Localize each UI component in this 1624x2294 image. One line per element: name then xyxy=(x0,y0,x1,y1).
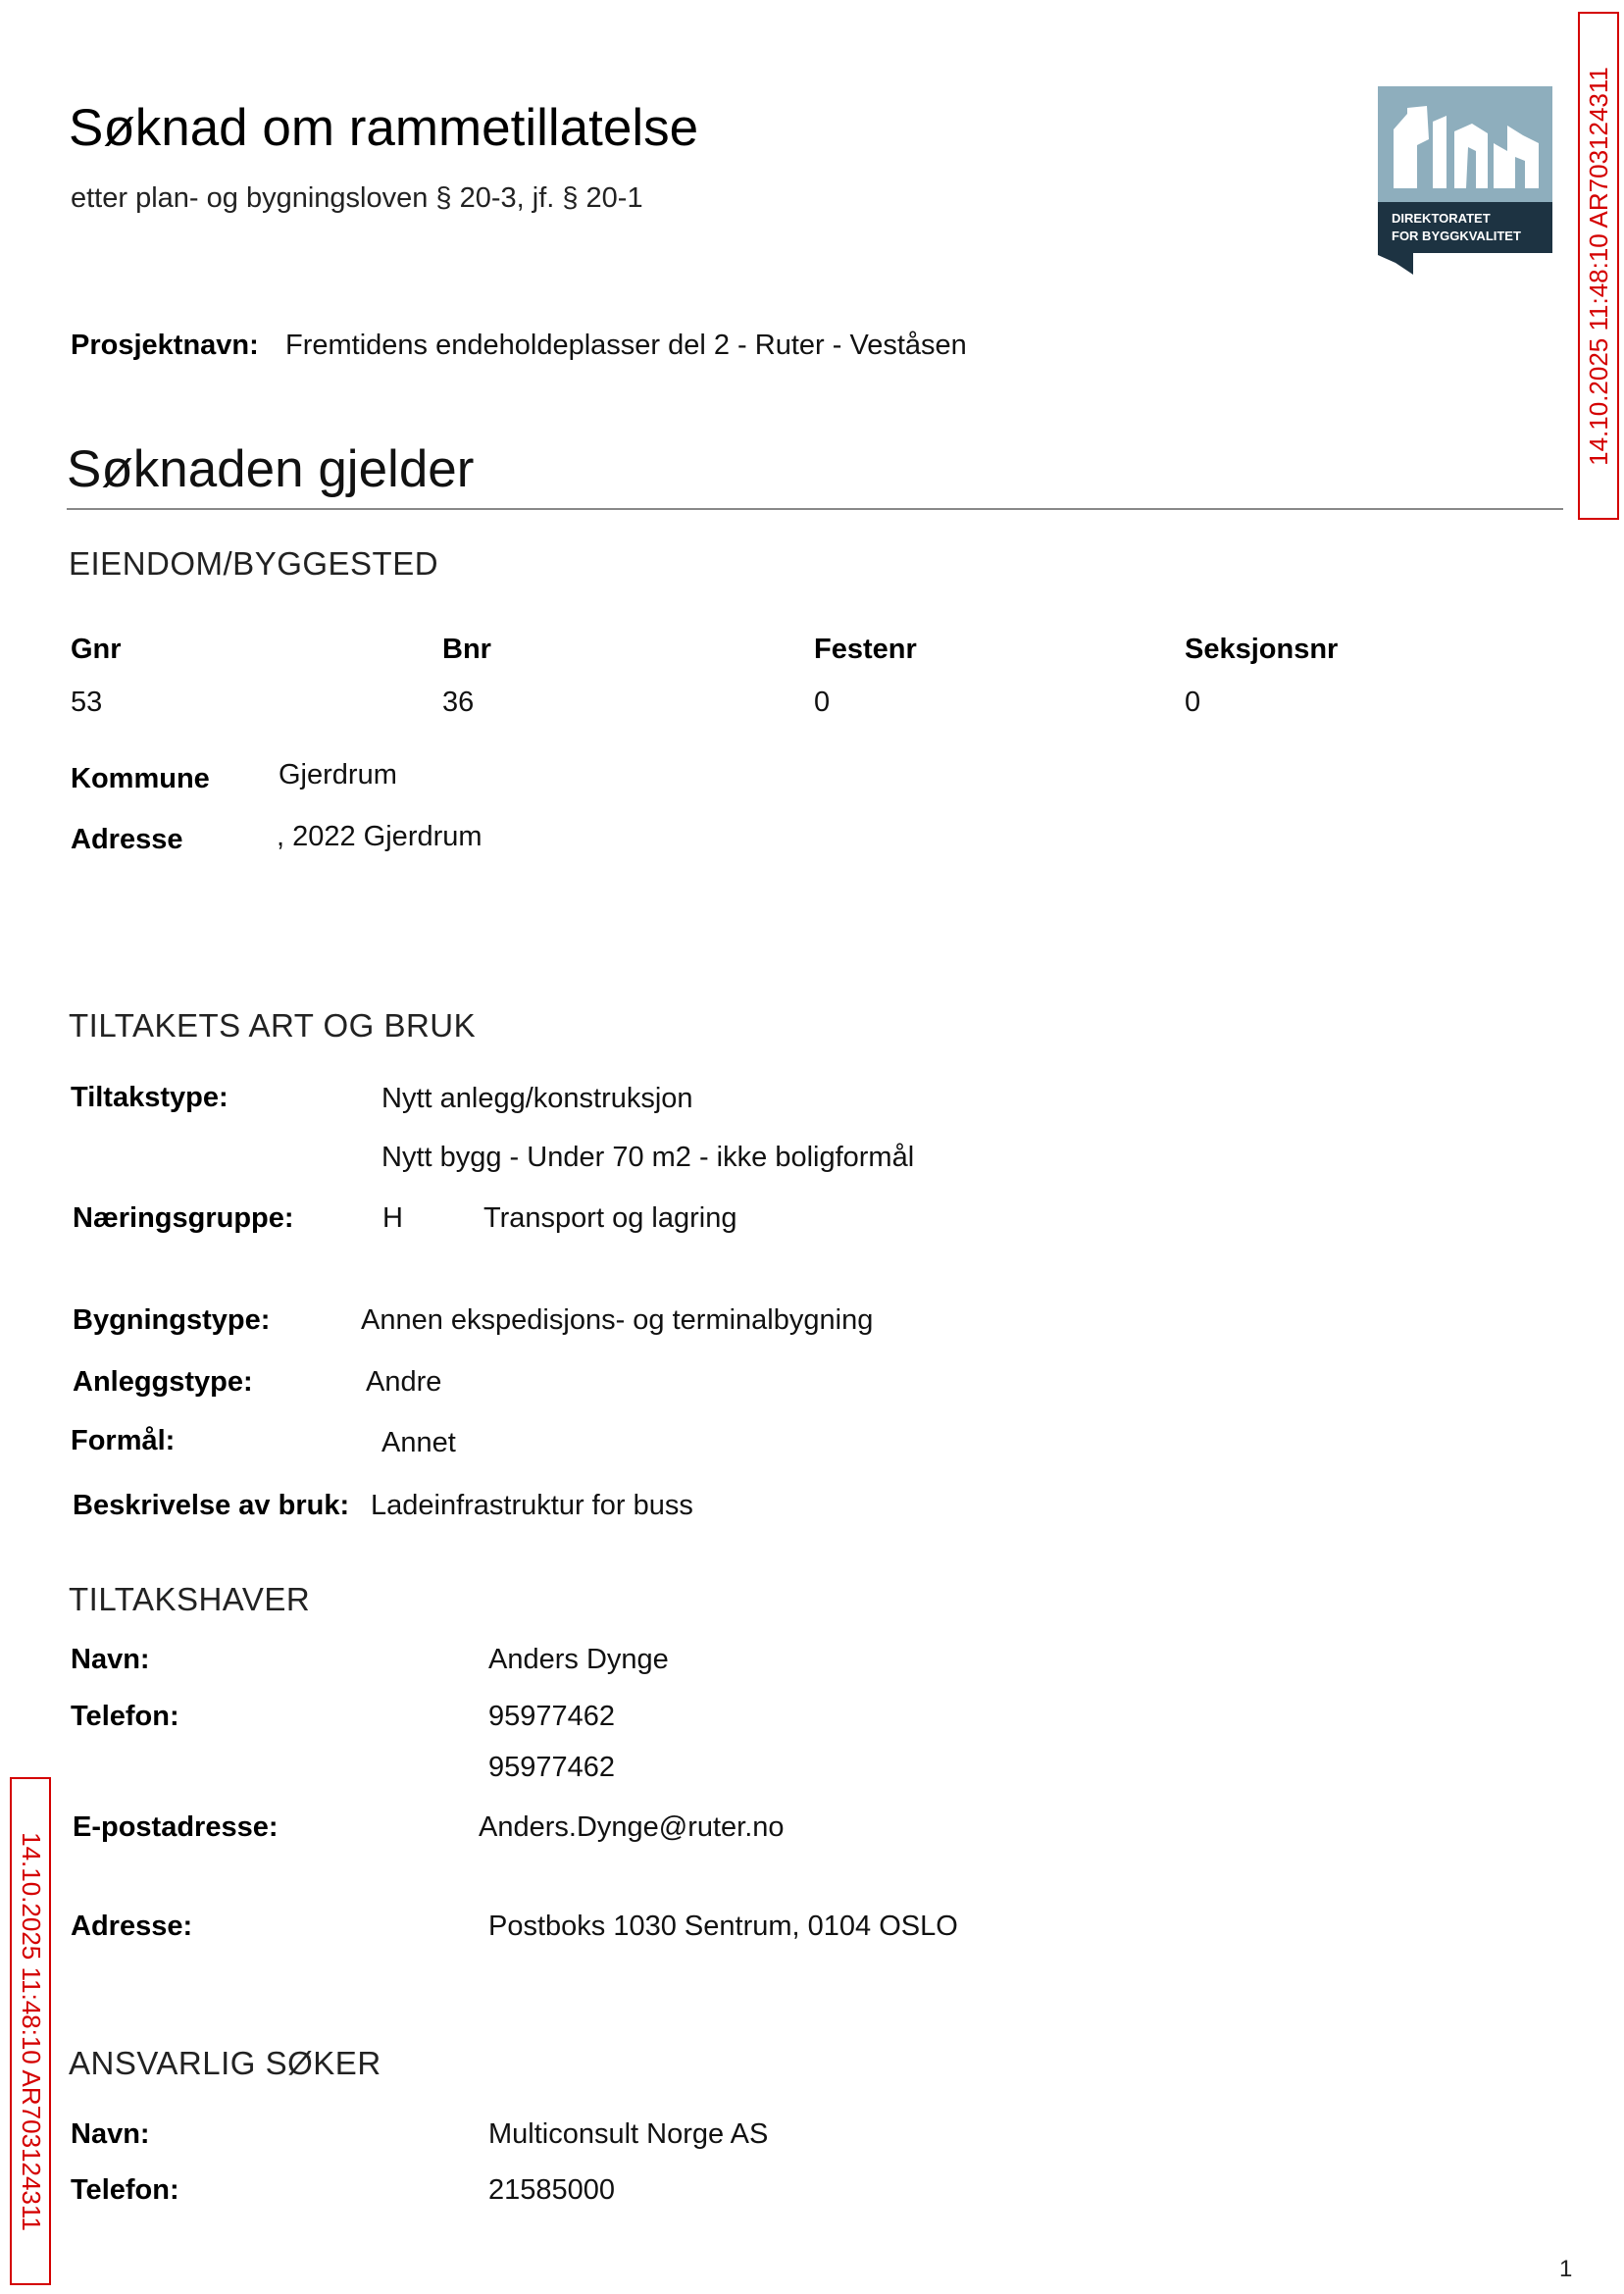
anleggstype-value: Andre xyxy=(366,1366,442,1398)
project-label: Prosjektnavn: xyxy=(71,330,259,361)
tiltakshaver-adresse-value: Postboks 1030 Sentrum, 0104 OSLO xyxy=(488,1911,958,1942)
beskrivelse-label: Beskrivelse av bruk: xyxy=(73,1490,350,1521)
project-value: Fremtidens endeholdeplasser del 2 - Ruter - Veståsen xyxy=(285,330,967,361)
kommune-value: Gjerdrum xyxy=(279,759,397,790)
page-number: 1 xyxy=(1559,2256,1573,2282)
tiltakstype-label: Tiltakstype: xyxy=(71,1082,228,1113)
value-festenr: 0 xyxy=(814,687,831,718)
tiltakshaver-telefon-value-2: 95977462 xyxy=(488,1752,616,1783)
tiltakshaver-telefon-value-1: 95977462 xyxy=(488,1701,616,1732)
column-bnr: Bnr xyxy=(442,634,491,665)
naeringsgruppe-label: Næringsgruppe: xyxy=(73,1202,294,1234)
ansvarlig-navn-label: Navn: xyxy=(71,2118,150,2150)
date-stamp-left xyxy=(10,1777,51,2285)
column-seksjonsnr: Seksjonsnr xyxy=(1185,634,1339,665)
date-stamp-top-text: 14.10.2025 11:48:10 AR703124311 xyxy=(1583,66,1613,466)
eiendom-adresse-value: , 2022 Gjerdrum xyxy=(277,821,482,852)
logo-text-line2: FOR BYGGKVALITET xyxy=(1392,229,1521,243)
ansvarlig-telefon-value: 21585000 xyxy=(488,2174,616,2206)
tiltakstype-value-2: Nytt bygg - Under 70 m2 - ikke boligformål xyxy=(381,1142,915,1173)
heading-eiendom: EIENDOM/BYGGESTED xyxy=(69,545,439,582)
heading-tiltakshaver: TILTAKSHAVER xyxy=(69,1581,311,1617)
value-seksjonsnr: 0 xyxy=(1185,687,1201,718)
section-title: Søknaden gjelder xyxy=(67,440,475,498)
date-stamp-left-text: 14.10.2025 11:48:10 AR703124311 xyxy=(16,1831,46,2231)
column-gnr: Gnr xyxy=(71,634,122,665)
tiltakshaver-epost-value: Anders.Dynge@ruter.no xyxy=(479,1811,785,1843)
anleggstype-label: Anleggstype: xyxy=(73,1366,253,1398)
logo-text-line1: DIREKTORATET xyxy=(1392,211,1491,226)
naeringsgruppe-value: Transport og lagring xyxy=(483,1202,737,1234)
tiltakstype-value-1: Nytt anlegg/konstruksjon xyxy=(381,1083,693,1114)
formal-value: Annet xyxy=(381,1427,456,1458)
ansvarlig-telefon-label: Telefon: xyxy=(71,2174,179,2206)
date-stamp-top xyxy=(1578,12,1619,520)
formal-label: Formål: xyxy=(71,1425,176,1456)
naeringsgruppe-code: H xyxy=(382,1202,403,1234)
column-festenr: Festenr xyxy=(814,634,917,665)
tiltakshaver-navn-label: Navn: xyxy=(71,1644,150,1675)
document-title: Søknad om rammetillatelse xyxy=(69,99,699,157)
value-gnr: 53 xyxy=(71,687,103,718)
bygningstype-label: Bygningstype: xyxy=(73,1304,271,1336)
dibk-logo xyxy=(1378,86,1552,275)
beskrivelse-value: Ladeinfrastruktur for buss xyxy=(371,1490,693,1521)
kommune-label: Kommune xyxy=(71,763,210,794)
heading-ansvarlig: ANSVARLIG SØKER xyxy=(69,2045,381,2081)
tiltakshaver-navn-value: Anders Dynge xyxy=(488,1644,669,1675)
dibk-logo-graphic xyxy=(1378,86,1552,275)
heading-tiltak: TILTAKETS ART OG BRUK xyxy=(69,1007,477,1044)
tiltakshaver-telefon-label: Telefon: xyxy=(71,1701,179,1732)
section-divider xyxy=(67,508,1563,510)
tiltakshaver-epost-label: E-postadresse: xyxy=(73,1811,279,1843)
tiltakshaver-adresse-label: Adresse: xyxy=(71,1911,193,1942)
eiendom-adresse-label: Adresse xyxy=(71,824,183,855)
document-subtitle: etter plan- og bygningsloven § 20-3, jf. § 20-1 xyxy=(71,182,643,214)
value-bnr: 36 xyxy=(442,687,475,718)
ansvarlig-navn-value: Multiconsult Norge AS xyxy=(488,2118,769,2150)
bygningstype-value: Annen ekspedisjons- og terminalbygning xyxy=(361,1304,874,1336)
